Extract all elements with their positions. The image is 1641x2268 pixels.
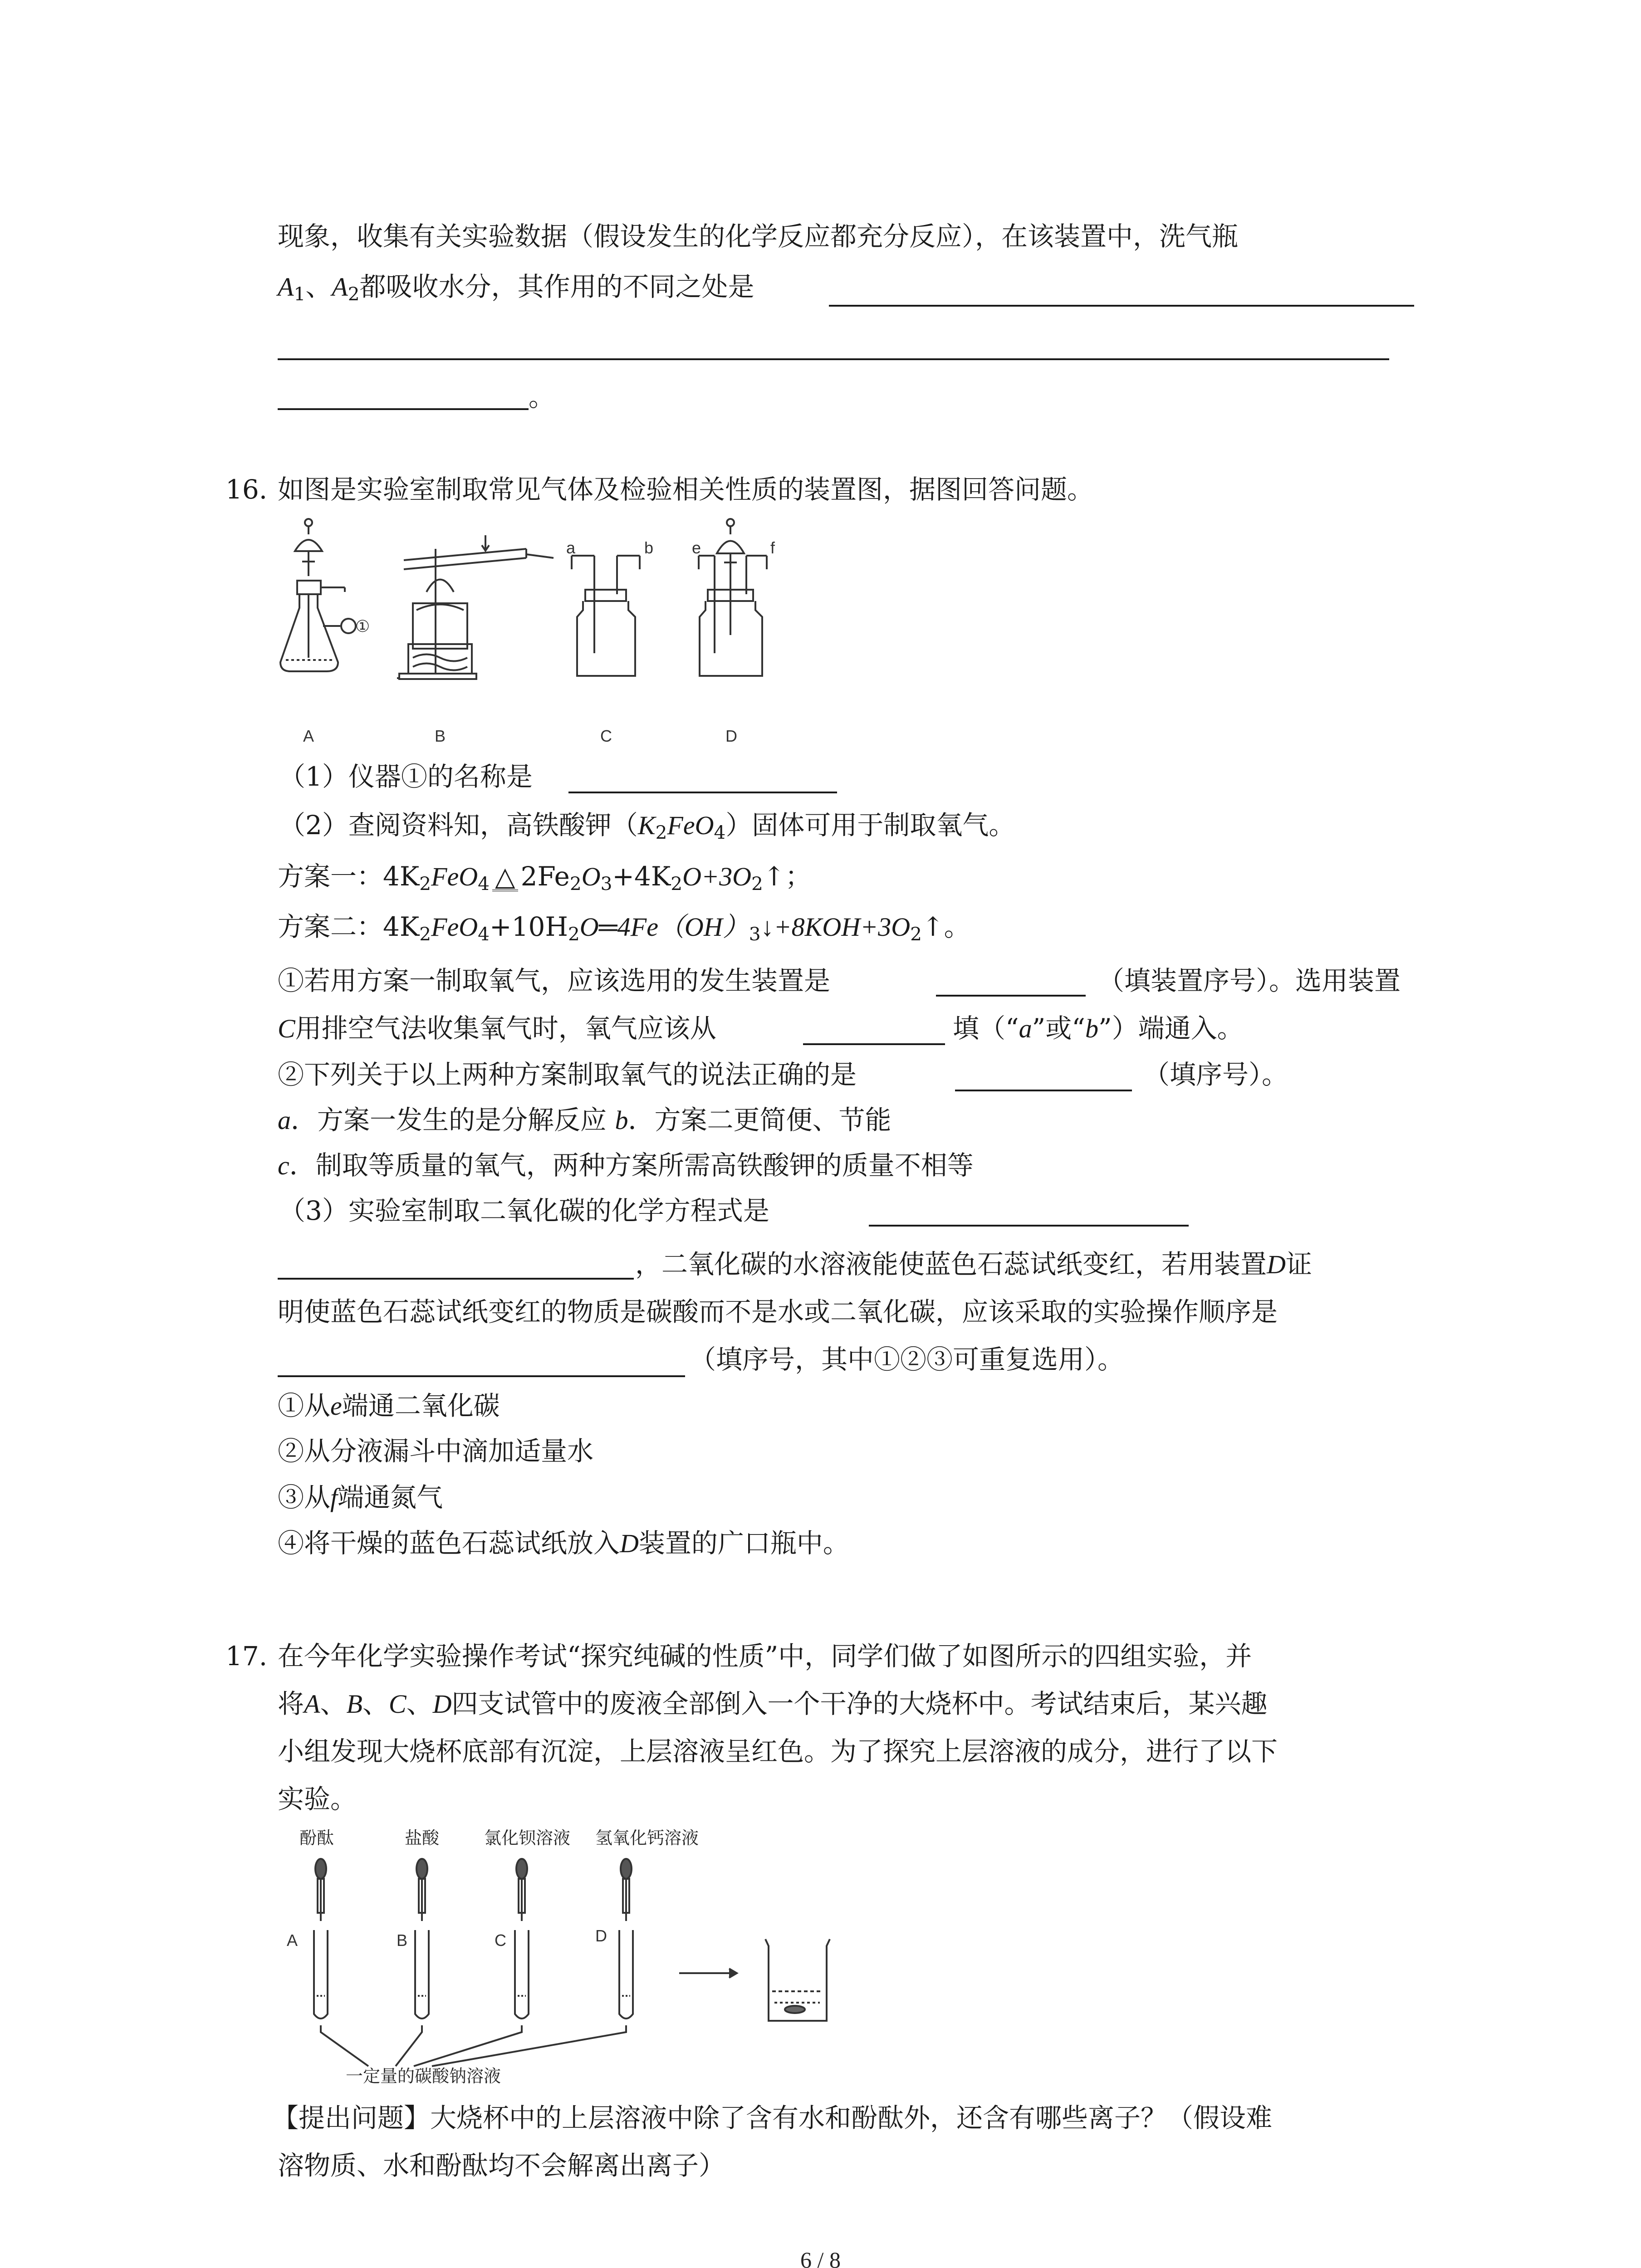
beaker	[765, 1939, 830, 2021]
q15-line-1: 现象，收集有关实验数据（假设发生的化学反应都充分反应），在该装置中，洗气瓶	[278, 221, 1239, 252]
q16-subq1-line2: C用排空气法收集氧气时，氧气应该从	[278, 1013, 716, 1044]
question-number-16: 16.	[225, 474, 268, 505]
answer-blank-q16-co2-eq-a[interactable]	[869, 1225, 1189, 1227]
q17-line-4: 实验。	[278, 1784, 357, 1814]
dropper-a	[315, 1859, 326, 1921]
q17-line-2: 将A、B、C、D四支试管中的废液全部倒入一个干净的大烧杯中。考试结束后，某兴趣	[278, 1688, 1268, 1719]
q16-subq2: ②下列关于以上两种方案制取氧气的说法正确的是	[278, 1059, 857, 1090]
q16-intro: 如图是实验室制取常见气体及检验相关性质的装置图，据图回答问题。	[278, 474, 1094, 505]
q16-part3-line2: ，二氧化碳的水溶液能使蓝色石蕊试纸变红，若用装置D证	[635, 1249, 1312, 1280]
q16-step-1: ①从e端通二氧化碳	[278, 1390, 500, 1421]
q15-line-2: $A_1$、$A_2$都吸收水分，其作用的不同之处是	[278, 271, 754, 305]
q16-subq1-line1-end: （填装置序号）。选用装置	[1098, 965, 1401, 996]
port-label-b: b	[644, 538, 654, 557]
reagent-label-barium-chloride: 氯化钡溶液	[484, 1828, 571, 1848]
answer-blank-q15-b[interactable]	[278, 358, 1389, 360]
test-tube-b	[415, 1930, 429, 2019]
q17-test-tubes-figure	[278, 1819, 831, 2087]
apparatus-c-bottle	[572, 556, 640, 676]
q17-line-3: 小组发现大烧杯底部有沉淀，上层溶液呈红色。为了探究上层溶液的成分，进行了以下	[278, 1736, 1278, 1767]
tube-label-c: C	[495, 1931, 506, 1950]
q16-options-ab: a．方案一发生的是分解反应 b．方案二更简便、节能	[278, 1105, 892, 1135]
dropper-b	[416, 1859, 427, 1921]
q16-subq2-end: （填序号）。	[1143, 1059, 1288, 1090]
dropper-c	[516, 1859, 527, 1921]
q16-scheme-2: 方案二：$4K_2FeO_4+10H_2O═4Fe(OH)_3↓+8KOH+3O_2↑$。	[278, 911, 970, 945]
answer-blank-q16-device[interactable]	[936, 995, 1086, 997]
test-tube-d	[619, 1930, 633, 2019]
tube-label-b: B	[397, 1931, 408, 1950]
reagent-label-calcium-hydroxide: 氢氧化钙溶液	[595, 1828, 699, 1848]
q16-apparatus-figure	[272, 513, 826, 748]
answer-blank-q16-1[interactable]	[568, 792, 837, 793]
question-number-17: 17.	[225, 1641, 268, 1672]
apparatus-label-c: C	[600, 727, 612, 745]
bottom-label-sodium-carbonate: 一定量的碳酸钠溶液	[346, 2066, 501, 2086]
dropper-d	[621, 1859, 632, 1921]
tube-label-a: A	[287, 1931, 298, 1950]
q16-step-4: ④将干燥的蓝色石蕊试纸放入D装置的广口瓶中。	[278, 1528, 849, 1559]
q16-step-2: ②从分液漏斗中滴加适量水	[278, 1436, 594, 1466]
answer-blank-q16-options[interactable]	[955, 1090, 1132, 1091]
q16-scheme-1: 方案一：$4K_2FeO_4$ △ $2Fe_2O_3+4K_2O+3O_2↑$；	[278, 861, 812, 895]
test-tube-c	[515, 1930, 529, 2019]
apparatus-b-heating	[397, 535, 554, 679]
page-number: 6 / 8	[800, 2247, 841, 2268]
connector-b	[396, 2025, 422, 2066]
q16-subq1-line1: ①若用方案一制取氧气，应该选用的发生装置是	[278, 965, 831, 996]
reagent-label-hydrochloric-acid: 盐酸	[405, 1828, 440, 1848]
q16-part3: （3）实验室制取二氧化碳的化学方程式是	[279, 1195, 769, 1226]
pour-arrowhead	[729, 1969, 737, 1978]
port-label-e: e	[692, 538, 701, 557]
port-label-a: a	[566, 538, 576, 557]
q17-line-1: 在今年化学实验操作考试“探究纯碱的性质”中，同学们做了如图所示的四组实验，并	[278, 1641, 1252, 1672]
apparatus-a-flask	[280, 519, 356, 671]
instrument-mark-1: ①	[355, 617, 370, 635]
q16-step-3: ③从f端通氮气	[278, 1482, 443, 1513]
answer-blank-q16-order[interactable]	[278, 1375, 685, 1377]
connector-d	[432, 2025, 626, 2066]
tube-label-d: D	[595, 1926, 607, 1945]
q16-option-c: c．制取等质量的氧气，两种方案所需高铁酸钾的质量不相等	[278, 1150, 974, 1181]
answer-blank-q15-c[interactable]	[278, 408, 529, 410]
apparatus-label-a: A	[303, 727, 314, 745]
answer-blank-q16-co2-eq-b[interactable]	[278, 1278, 634, 1280]
q16-part3-line4: （填序号，其中①②③可重复选用）。	[690, 1344, 1124, 1375]
apparatus-label-b: B	[434, 727, 446, 745]
answer-blank-q16-port[interactable]	[803, 1043, 945, 1045]
answer-blank-q15-a[interactable]	[829, 305, 1414, 307]
q17-problem-line-2: 溶物质、水和酚酞均不会解离出离子）	[278, 2150, 725, 2181]
q16-part1: （1）仪器①的名称是	[279, 761, 533, 792]
q16-subq1-line2-end: 填（“a”或“b”）端通入。	[953, 1013, 1244, 1044]
apparatus-label-d: D	[725, 727, 737, 745]
test-tube-a	[314, 1930, 328, 2019]
q15-line-4-end: 。	[529, 381, 555, 412]
q17-problem-line-1: 【提出问题】大烧杯中的上层溶液中除了含有水和酚酞外，还含有哪些离子？（假设难	[272, 2102, 1273, 2133]
q16-part2: （2）查阅资料知，高铁酸钾$(K_2FeO_4)$固体可用于制取氧气。	[279, 810, 1015, 844]
port-label-f: f	[770, 538, 775, 557]
q16-part3-line3: 明使蓝色石蕊试纸变红的物质是碳酸而不是水或二氧化碳，应该采取的实验操作顺序是	[278, 1296, 1278, 1327]
connector-a	[321, 2025, 368, 2066]
reagent-label-phenolphthalein: 酚酞	[299, 1828, 334, 1848]
apparatus-d-bottle	[699, 519, 767, 676]
